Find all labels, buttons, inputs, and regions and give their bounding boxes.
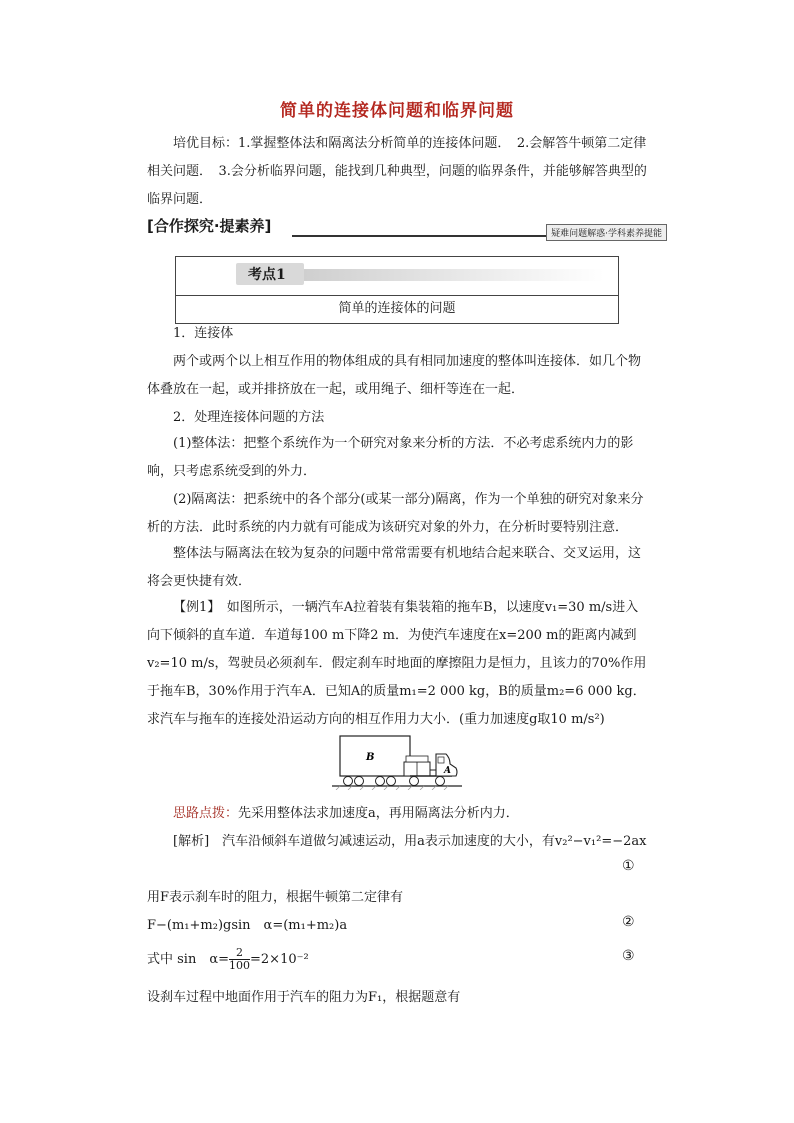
hint-label: 思路点拨：	[173, 806, 239, 821]
topic-badge-bar	[304, 269, 604, 281]
equation-number-2: ②	[622, 914, 635, 930]
fraction-denominator: 100	[229, 959, 251, 972]
paragraph-4: 整体法与隔离法在较为复杂的问题中常常需要有机地结合起来联合、交叉运用，这将会更快捷有效．	[147, 546, 642, 589]
hint-paragraph	[147, 800, 647, 828]
equation-number-1: ①	[622, 858, 635, 874]
heading-2: 2．处理连接体问题的方法	[173, 410, 325, 425]
hint-text: 先采用整体法求加速度a，再用隔离法分析内力．	[238, 806, 519, 821]
topic-box	[175, 256, 619, 324]
paragraph-2: (1)整体法：把整个系统作为一个研究对象来分析的方法．不必考虑系统内力的影响，只考虑系统受到的外力．	[147, 436, 634, 479]
solution-line-3: F−(m₁+m₂)gsin α=(m₁+m₂)a	[147, 918, 348, 933]
objectives-paragraph: 培优目标：1.掌握整体法和隔离法分析简单的连接体问题． 2.会解答牛顿第二定律相关问题． 3.会分析临界问题，能找到几种典型，问题的临界条件，并能够解答典型的临界问题．	[147, 136, 647, 207]
paragraph-3: (2)隔离法：把系统中的各个部分(或某一部分)隔离，作为一个单独的研究对象来分析的方法．此时系统的内力就有可能成为该研究对象的外力，在分析时要特别注意．	[147, 492, 644, 535]
example-text: 【例1】 如图所示，一辆汽车A拉着装有集装箱的拖车B，以速度v₁=30 m/s进入向下倾斜的直车道．车道每100 m下降2 m．为使汽车速度在x=200 m的距离内减到v₂=10 m/s，驾驶员必须刹车．假定刹车时地面的摩擦阻力是恒力，且该力的70%作用于拖车B，30%作用于汽车A．已知A的质量m₁=2 000 kg，B的质量m₂=6 000 kg．求汽车与拖车的连接处沿运动方向的相互作用力大小．(重力加速度g取10 m/s²)	[147, 600, 647, 727]
equation-number-3: ③	[622, 948, 635, 964]
paragraph-1: 两个或两个以上相互作用的物体组成的具有相同加速度的整体叫连接体．如几个物体叠放在一起，或并排挤放在一起，或用绳子、细杆等连在一起．	[147, 354, 642, 397]
topic-header	[176, 257, 618, 296]
topic-badge-text: 考点1	[248, 267, 286, 283]
trailer-label: B	[366, 752, 375, 763]
section-title: [合作探究·提素养]	[147, 217, 272, 235]
topic-badge	[236, 263, 304, 285]
topic-subtitle: 简单的连接体的问题	[338, 301, 456, 316]
solution-line-2: 用F表示刹车时的阻力，根据牛顿第二定律有	[147, 890, 404, 905]
sin-suffix: =2×10⁻²	[250, 952, 309, 967]
section-header	[147, 215, 667, 241]
heading-1: 1．连接体	[173, 326, 234, 341]
solution-line-1: [解析] 汽车沿倾斜车道做匀减速运动，用a表示加速度的大小，有v₂²−v₁²=−2ax	[173, 834, 647, 849]
fraction	[229, 947, 250, 972]
solution-line-5: 设刹车过程中地面作用于汽车的阻力为F₁，根据题意有	[147, 990, 461, 1005]
car-label: A	[444, 766, 451, 776]
fraction-numerator: 2	[229, 947, 250, 960]
sin-prefix: 式中 sin α=	[147, 952, 230, 967]
truck-figure	[332, 732, 462, 790]
solution-line-4	[147, 946, 647, 974]
page-title: 简单的连接体问题和临界问题	[280, 101, 514, 121]
section-tag: 疑难问题解惑·学科素养提能	[546, 224, 667, 241]
